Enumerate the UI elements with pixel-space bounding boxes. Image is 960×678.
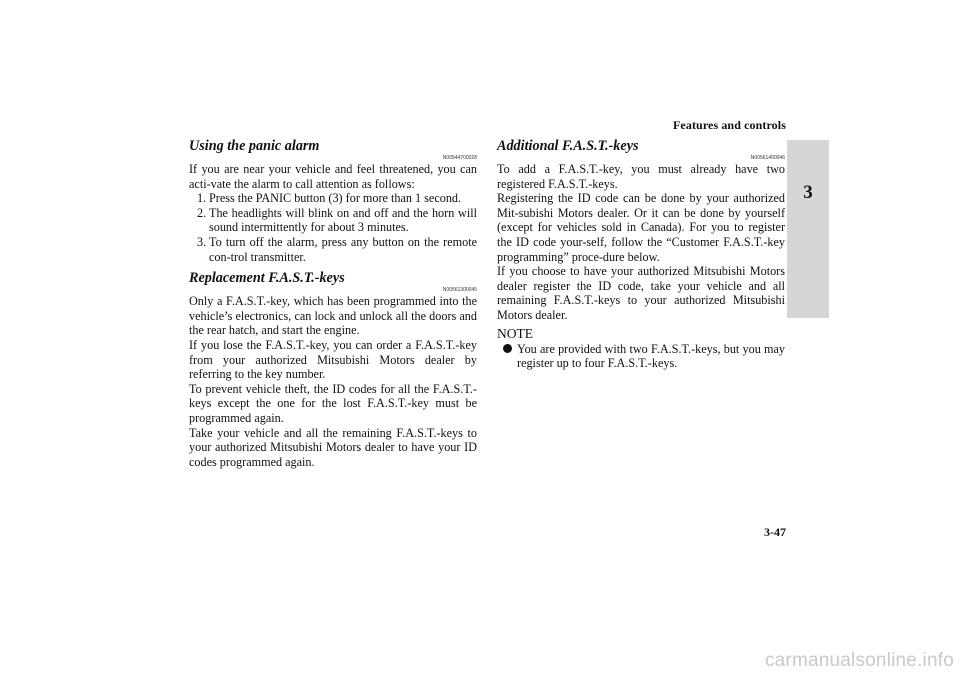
paragraph: To add a F.A.S.T.-key, you must already have two registered F.A.S.T.-keys. — [497, 162, 785, 191]
paragraph: Registering the ID code can be done by your authorized Mit-subishi Motors dealer. Or it can be done by yourself (except for vehicles sold in Canada). For you to register the ID code your-self, follow the “Customer F.A.S.T.-key programming” proce-dure below. — [497, 191, 785, 264]
note-text: You are provided with two F.A.S.T.-keys, but you may register up to four F.A.S.T.-keys. — [517, 341, 785, 371]
step-text: The headlights will blink on and off and the horn will sound intermittently for about 3 minutes. — [209, 205, 477, 235]
right-column — [497, 138, 785, 371]
section-code: N00561400046 — [750, 155, 785, 161]
step-number: 2. — [197, 205, 207, 220]
chapter-number: 3 — [803, 182, 813, 203]
note-item — [497, 342, 785, 371]
paragraph: Take your vehicle and all the remaining F.A.S.T.-keys to your authorized Mitsubishi Motors dealer to have your ID codes programmed again. — [189, 425, 477, 469]
section-title: Additional F.A.S.T.-keys — [497, 138, 639, 154]
chapter-tab — [787, 140, 829, 318]
panic-alarm-section — [189, 138, 477, 264]
left-column — [189, 138, 477, 469]
page-header: Features and controls — [673, 118, 786, 132]
watermark: carmanualsonline.info — [764, 650, 954, 671]
bullet-icon — [503, 344, 512, 353]
step-list — [189, 191, 477, 264]
step-number: 1. — [197, 191, 207, 206]
step-text: To turn off the alarm, press any button on the remote con-trol transmitter. — [209, 234, 477, 264]
paragraph: If you lose the F.A.S.T.-key, you can order a F.A.S.T.-key from your authorized Mitsubishi Motors dealer by referring to the key number. — [189, 337, 477, 382]
paragraph: If you choose to have your authorized Mitsubishi Motors dealer register the ID code, take your vehicle and all remaining F.A.S.T.-keys to your authorized Mitsubishi Motors dealer. — [497, 264, 785, 322]
note-heading: NOTE — [497, 325, 533, 341]
paragraph: Only a F.A.S.T.-key, which has been programmed into the vehicle’s electronics, can lock and unlock all the doors and the rear hatch, and start the engine. — [189, 294, 477, 338]
section-code: N00561300045 — [442, 287, 477, 294]
section-intro: If you are near your vehicle and feel threatened, you can acti-vate the alarm to call attention as follows: — [189, 162, 477, 191]
paragraph: To prevent vehicle theft, the ID codes for all the F.A.S.T.-keys except the one for the lost F.A.S.T.-key must be programmed again. — [189, 381, 477, 425]
step-item — [189, 235, 477, 264]
step-item — [189, 206, 477, 235]
step-item — [189, 191, 477, 206]
step-text: Press the PANIC button (3) for more than 1 second. — [209, 191, 462, 206]
page-number: 3-47 — [764, 525, 786, 539]
section-title: Replacement F.A.S.T.-keys — [189, 270, 345, 287]
section-title: Using the panic alarm — [189, 138, 320, 154]
replacement-keys-section — [189, 270, 477, 469]
section-code: N00544700028 — [442, 155, 477, 161]
step-number: 3. — [197, 234, 207, 249]
additional-keys-section — [497, 138, 785, 371]
